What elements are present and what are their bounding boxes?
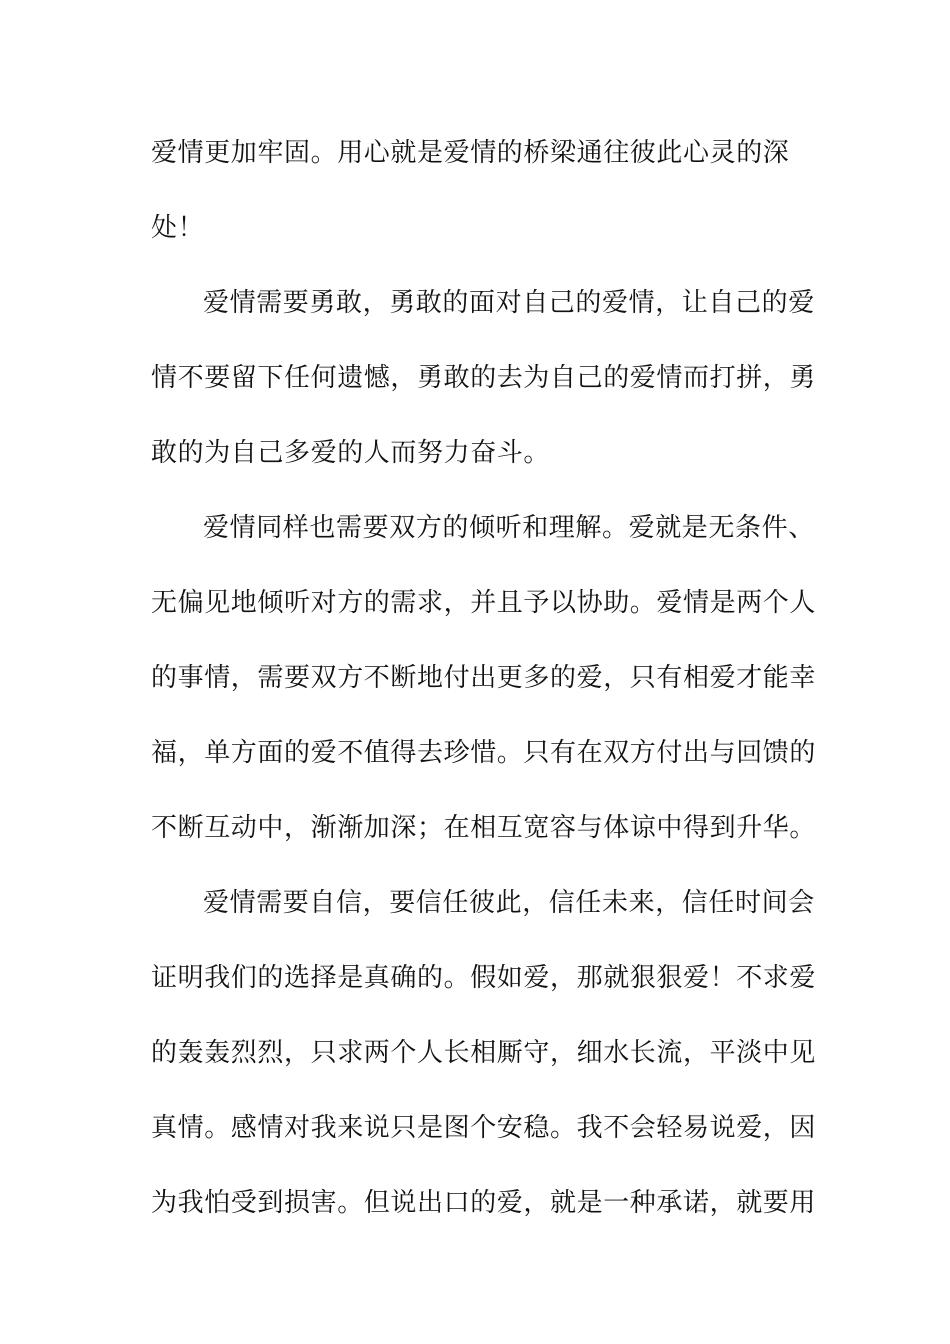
text-line: 处！ [151, 213, 205, 243]
text-line: 福，单方面的爱不值得去珍惜。只有在双方付出与回馈的 [151, 738, 817, 768]
text-line: 爱情更加牢固。用心就是爱情的桥梁通往彼此心灵的深 [151, 138, 790, 168]
text-line: 的事情，需要双方不断地付出更多的爱，只有相爱才能幸 [151, 663, 817, 693]
text-line: 敢的为自己多爱的人而努力奋斗。 [151, 438, 551, 468]
text-line: 真情。感情对我来说只是图个安稳。我不会轻易说爱，因 [151, 1113, 817, 1143]
paragraph-first-line: 爱情需要勇敢，勇敢的面对自己的爱情，让自己的爱 [203, 288, 815, 318]
document-body [151, 130, 817, 1255]
paragraph-first-line: 爱情同样也需要双方的倾听和理解。爱就是无条件、 [203, 513, 815, 543]
paragraph-first-line: 爱情需要自信，要信任彼此，信任未来，信任时间会 [203, 888, 815, 918]
text-line: 为我怕受到损害。但说出口的爱，就是一种承诺，就要用 [151, 1188, 817, 1218]
text-line: 证明我们的选择是真确的。假如爱，那就狠狠爱！不求爱 [151, 963, 817, 993]
text-line: 不断互动中，渐渐加深；在相互宽容与体谅中得到升华。 [151, 813, 817, 843]
text-line: 的轰轰烈烈，只求两个人长相厮守，细水长流，平淡中见 [151, 1038, 817, 1068]
text-line: 情不要留下任何遗憾，勇敢的去为自己的爱情而打拼，勇 [151, 363, 817, 393]
text-line: 无偏见地倾听对方的需求，并且予以协助。爱情是两个人 [151, 588, 817, 618]
